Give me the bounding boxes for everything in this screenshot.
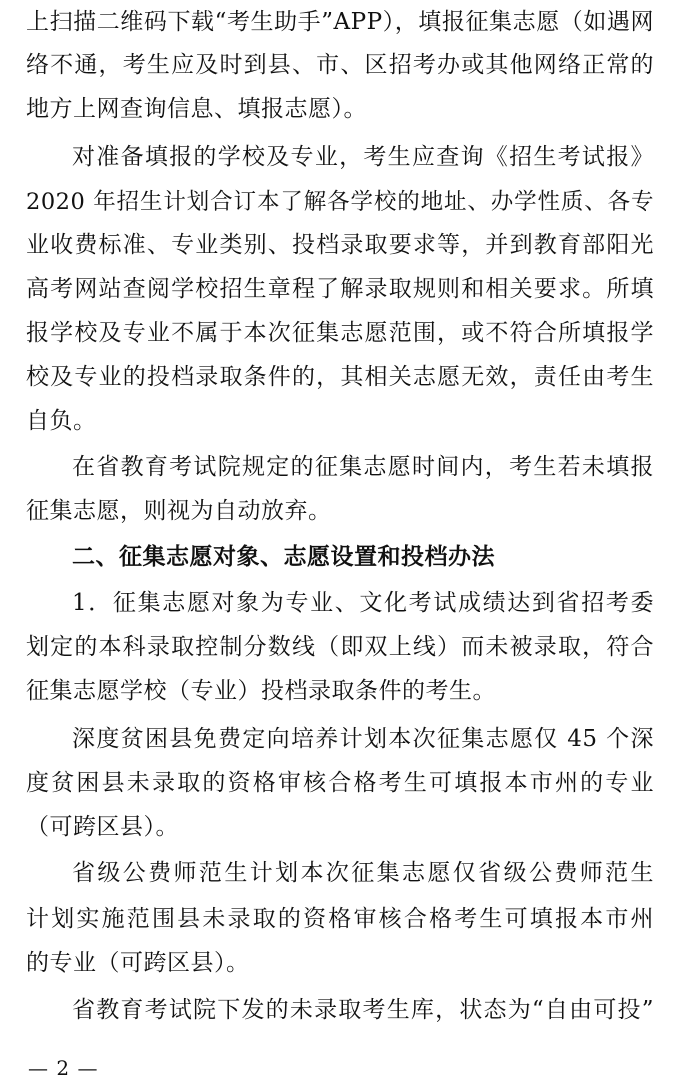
text-line-8: 报学校及专业不属于本次征集志愿范围，或不符合所填报学 xyxy=(26,320,654,346)
text-line-6: 业收费标准、专业类别、投档录取要求等，并到教育部阳光 xyxy=(26,232,654,258)
text-line-12: 征集志愿，则视为自动放弃。 xyxy=(26,498,332,524)
text-line-4: 对准备填报的学校及专业，考生应查询《招生考试报》 xyxy=(72,144,654,170)
text-line-15: 划定的本科录取控制分数线（即双上线）而未被录取，符合 xyxy=(26,634,654,660)
text-line-22: 的专业（可跨区县）。 xyxy=(26,950,250,976)
text-line-1: 上扫描二维码下载“考生助手”APP），填报征集志愿（如遇网 xyxy=(26,9,654,35)
text-line-5: 2020 年招生计划合订本了解各学校的地址、办学性质、各专 xyxy=(26,189,654,215)
text-line-18: 度贫困县未录取的资格审核合格考生可填报本市州的专业 xyxy=(26,770,654,796)
text-line-10: 自负。 xyxy=(26,408,97,434)
text-line-20: 省级公费师范生计划本次征集志愿仅省级公费师范生 xyxy=(72,860,654,886)
page-number: — 2 — xyxy=(28,1056,99,1080)
text-line-2: 络不通，考生应及时到县、市、区招考办或其他网络正常的 xyxy=(26,52,654,78)
text-line-23: 省教育考试院下发的未录取考生库，状态为“自由可投” xyxy=(72,997,654,1023)
text-line-9: 校及专业的投档录取条件的，其相关志愿无效，责任由考生 xyxy=(26,364,654,390)
text-line-14: 1．征集志愿对象为专业、文化考试成绩达到省招考委 xyxy=(72,590,654,616)
text-line-3: 地方上网查询信息、填报志愿）。 xyxy=(26,96,367,122)
text-line-11: 在省教育考试院规定的征集志愿时间内，考生若未填报 xyxy=(72,454,654,480)
text-line-21: 计划实施范围县未录取的资格审核合格考生可填报本市州 xyxy=(26,906,654,932)
text-line-7: 高考网站查阅学校招生章程了解录取规则和相关要求。所填 xyxy=(26,276,654,302)
section-heading: 二、征集志愿对象、志愿设置和投档办法 xyxy=(72,544,495,570)
text-line-19: （可跨区县）。 xyxy=(26,814,179,840)
text-line-17: 深度贫困县免费定向培养计划本次征集志愿仅 45 个深 xyxy=(72,726,654,752)
text-line-16: 征集志愿学校（专业）投档录取条件的考生。 xyxy=(26,678,496,704)
